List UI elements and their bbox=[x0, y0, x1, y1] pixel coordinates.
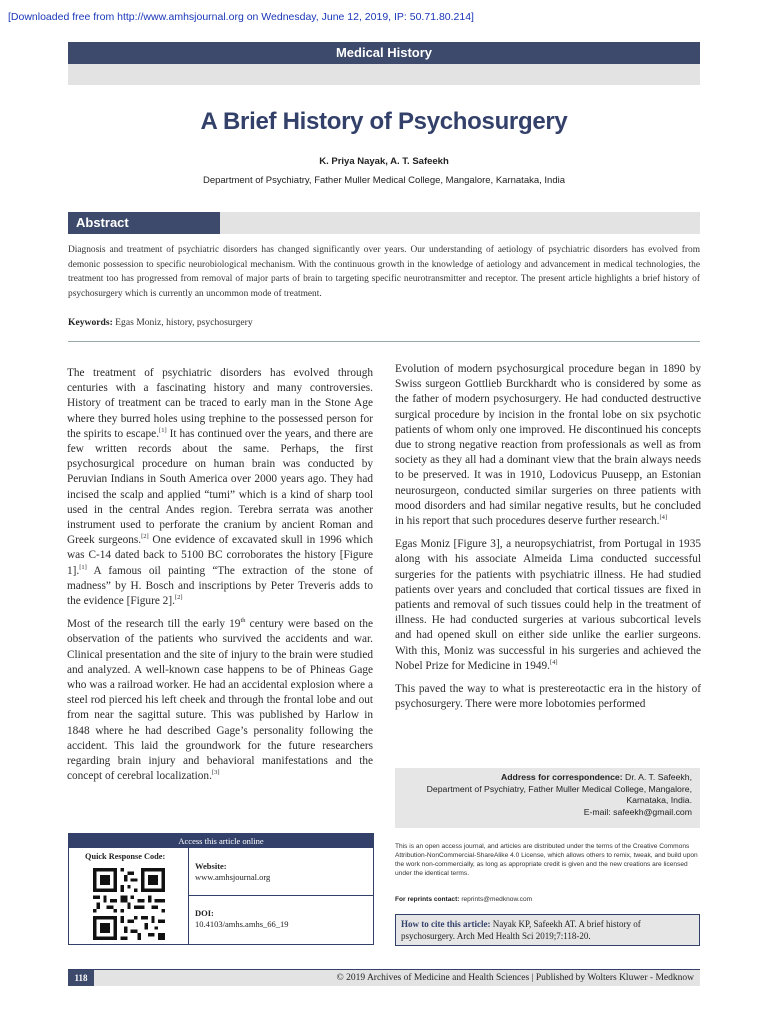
body-text: A famous oil painting “The extraction of the stone of madness” by H. Bosch and inscriptions by Peter Treveris adds to the evidence [Figure 2]. bbox=[67, 564, 373, 608]
qr-code-icon[interactable] bbox=[93, 868, 165, 940]
section-label: Medical History bbox=[335, 45, 433, 60]
body-text: This paved the way to what is prestereotactic era in the history of psychosurgery. There were more lobotomies performed bbox=[395, 683, 701, 711]
body-paragraph bbox=[67, 617, 373, 784]
doi-value[interactable]: 10.4103/amhs.amhs_66_19 bbox=[195, 918, 289, 929]
license-text: This is an open access journal, and articles are distributed under the terms of the Creative Commons Attribution-NonCommercial-ShareAlike 4.0 License, which allows others to remix, tweak, and build upon the work non-commercially, as long as appropriate credit is given and the new creations are licensed under the identical terms. bbox=[395, 843, 698, 877]
website-label: Website: bbox=[195, 861, 227, 871]
citation-ref: [4] bbox=[549, 659, 558, 667]
correspondence-line bbox=[403, 772, 692, 784]
correspondence-label: Address for correspondence: bbox=[500, 772, 623, 782]
keywords-divider bbox=[68, 341, 700, 342]
body-text: The treatment of psychiatric disorders has evolved through centuries with a fascinating history and many controversies. History of treatment can be traced to early man in the Stone Age where they burred holes using trephine to the possessed person for the spirits to escape. bbox=[67, 367, 373, 440]
doi-cell bbox=[189, 896, 373, 944]
section-header-subbar bbox=[68, 64, 700, 85]
body-paragraph bbox=[395, 537, 701, 674]
qr-area bbox=[69, 848, 189, 944]
reprints-line bbox=[395, 896, 700, 903]
citation-ref: [2] bbox=[141, 533, 149, 541]
body-column-right bbox=[395, 362, 701, 720]
body-column-left bbox=[67, 366, 373, 792]
article-affiliation: Department of Psychiatry, Father Muller Medical College, Mangalore, Karnataka, India bbox=[202, 175, 566, 186]
body-paragraph bbox=[395, 682, 701, 712]
body-paragraph bbox=[67, 366, 373, 609]
citation-ref: [2] bbox=[174, 594, 183, 602]
cite-text: Nayak KP, Safeekh AT. A brief history of psychosurgery. Arch Med Health Sci 2019;7:118-20. bbox=[401, 919, 641, 941]
correspondence-location: Karnataka, India. bbox=[626, 795, 692, 805]
body-text: Most of the research till the early 19 bbox=[67, 618, 241, 631]
article-authors: K. Priya Nayak, A. T. Safeekh bbox=[319, 156, 449, 167]
correspondence-email[interactable]: E-mail: safeekh@gmail.com bbox=[583, 806, 692, 817]
correspondence-box bbox=[395, 768, 700, 828]
citation-ref: [1] bbox=[79, 563, 87, 571]
doi-label: DOI: bbox=[195, 908, 214, 918]
website-link[interactable]: www.amhsjournal.org bbox=[195, 871, 271, 882]
body-text: One evidence of excavated skull in 1996 which was C-14 dated back to 5100 BC corroborates the history [Figure 1]. bbox=[67, 534, 373, 577]
website-cell bbox=[189, 848, 373, 896]
body-paragraph bbox=[395, 362, 701, 529]
body-text: It has continued over the years, and there are few written records about the same. Perhaps, the first psychosurgical procedure on human brain was conducted by Peruvian Indians in South America over 2000 years ago. They had incised the scalp and applied “tumi” which is a kind of sharp tool used in the central Andes region. Terebra serrata was another instrument used to perforate the cranium by ancient Roman and Greek surgeons. bbox=[67, 427, 374, 547]
body-text: Evolution of modern psychosurgical procedure began in 1890 by Swiss surgeon Gottlieb Burckhardt who is considered by some as the father of modern psychosurgery. He had conducted destructive surgical procedure by incision in the frontal lobe on six psychotic patients of whom only one improved. He discontinued his concepts due to strong negative reaction from professionals as well as from society as they all had a dominant view that the brain always needs to be preserved. It was in 1910, Lodovicus Puusepp, an Estonian neurosurgeon, conducted similar surgeries on three patients with mood disorders and had similar negative results, but he concluded in his report that such procedures deserve further research. bbox=[395, 363, 701, 528]
download-line: [Downloaded free from http://www.amhsjournal.org on Wednesday, June 12, 2019, IP: 50.71.80.214] bbox=[8, 11, 474, 23]
keywords-label: Keywords: bbox=[68, 317, 113, 328]
qr-label: Quick Response Code: bbox=[85, 852, 166, 861]
cite-label: How to cite this article: bbox=[401, 919, 491, 929]
article-title: A Brief History of Psychosurgery bbox=[200, 108, 568, 135]
superscript: th bbox=[240, 617, 246, 625]
reprints-label: For reprints contact: bbox=[395, 896, 460, 903]
keywords-text: Egas Moniz, history, psychosurgery bbox=[115, 317, 253, 328]
body-text: Egas Moniz [Figure 3], a neuropsychiatrist, from Portugal in 1935 along with his associate Almeida Lima conducted successful surgeries for the patients with psychiatric illness. He had studied patients over years and concluded that cortical tissues are fixed in patients and removal of such tissues could help in the treatment of illness. He had conducted surgeries at various subcortical levels and had opened skull on either side unlike the earlier surgeons. With this, Moniz was successful in his surgeries and achieved the Nobel Prize for Medicine in 1949. bbox=[395, 538, 701, 672]
footer-copyright: © 2019 Archives of Medicine and Health Sciences | Published by Wolters Kluwer - Medknow bbox=[94, 970, 700, 986]
reprints-email[interactable]: reprints@medknow.com bbox=[459, 896, 533, 903]
section-header-bar bbox=[68, 42, 700, 64]
access-heading: Access this article online bbox=[69, 834, 373, 848]
correspondence-name: Dr. A. T. Safeekh, bbox=[622, 772, 692, 782]
citation-ref: [3] bbox=[211, 769, 220, 777]
cite-box bbox=[395, 914, 700, 946]
abstract-heading-bar bbox=[68, 212, 220, 234]
correspondence-dept: Department of Psychiatry, Father Muller Medical College, Mangalore, bbox=[426, 783, 692, 794]
abstract-heading: Abstract bbox=[76, 215, 129, 230]
access-online-box bbox=[68, 833, 374, 945]
abstract-text: Diagnosis and treatment of psychiatric disorders has changed significantly over years. Our understanding of aetiology of psychiatric disorders has evolved from demonic possession to specific neurobiological mechanism. With the continuous growth in the knowledge of aetiology and advancement in medical technologies, the treatment too has progressed from removal of major parts of brain to targeting specific neurotransmitter and receptor. The present article highlights a brief history of psychosurgery which is currently an uncommon mode of treatment. bbox=[68, 245, 700, 299]
page-number: 118 bbox=[68, 970, 94, 986]
keywords-line bbox=[68, 317, 700, 328]
body-text: century were based on the observation of the patients who survived the accidents and war. Clinical presentation and the site of injury to the brain were studied and analyzed. A well-known case happens to be of Phineas Gage who was a railroad worker. He had an accidental explosion where a steel rod pierced his left cheek and through the frontal lobe and out from near the sagittal suture. This was published by Harlow in 1848 where he had described Gage’s personality following the accident. This laid the groundwork for the future researchers regarding brain injury and behavioral manifestations and the concept of cerebral localization. bbox=[67, 618, 373, 783]
citation-ref: [1] bbox=[159, 427, 167, 435]
citation-ref: [4] bbox=[659, 514, 668, 522]
abstract-heading-extension bbox=[220, 212, 700, 234]
